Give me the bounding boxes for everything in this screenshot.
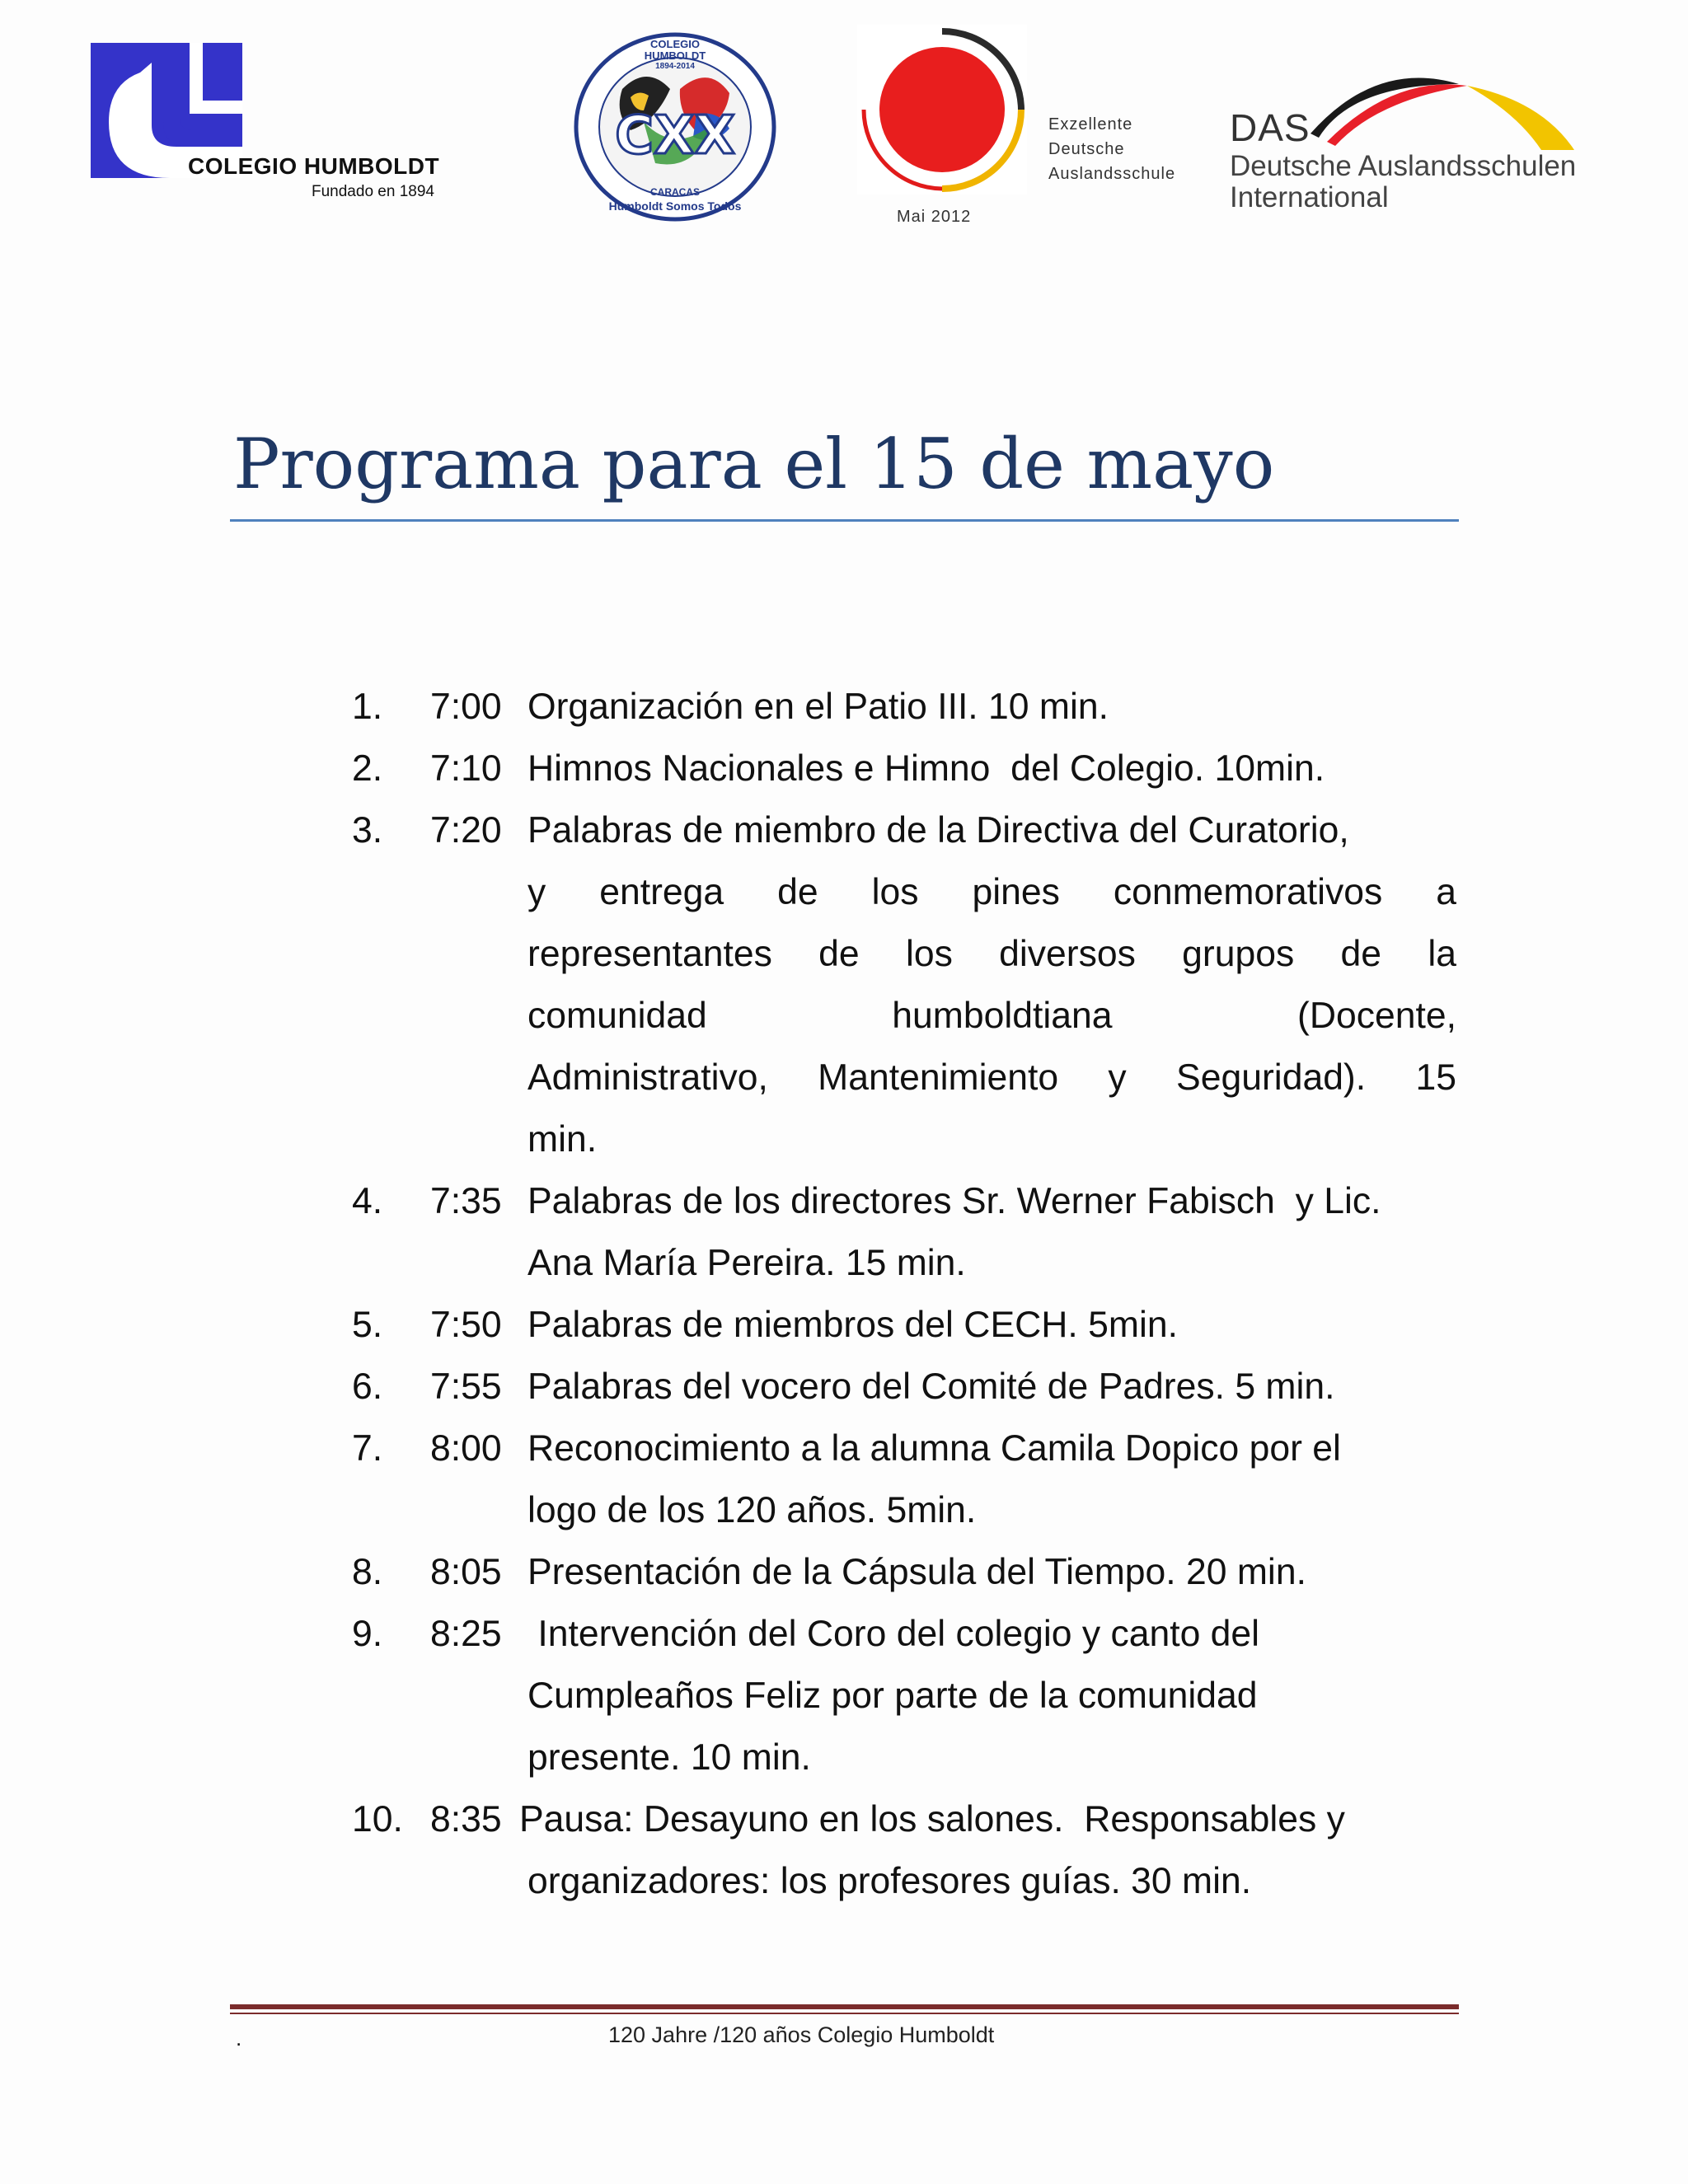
footer-dot: . (236, 2026, 242, 2050)
program-item (352, 1603, 1456, 1788)
program-item-line: Cumpleaños Feliz por parte de la comunidad (528, 1675, 1258, 1716)
program-item-description (528, 799, 1456, 1170)
program-item-number: 10. (352, 1799, 403, 1840)
program-item-description (528, 1170, 1456, 1294)
program-item-time: 7:00 (430, 687, 502, 727)
program-item (352, 738, 1456, 799)
das-line3: International (1230, 181, 1389, 213)
footer-rule-thin (230, 2013, 1459, 2014)
program-item-number: 2. (352, 748, 383, 789)
program-item-description (528, 1294, 1456, 1356)
program-item-description (528, 1603, 1456, 1788)
seal-motto: Humboldt Somos Todos (608, 199, 742, 213)
program-list (352, 676, 1456, 1912)
svg-text:CXX: CXX (615, 105, 735, 166)
seal-city: CARACAS (650, 186, 700, 198)
program-item (352, 1356, 1456, 1418)
program-item-time: 7:35 (430, 1181, 502, 1221)
program-item-line: presente. 10 min. (528, 1737, 811, 1778)
seal-years: 1894-2014 (655, 62, 695, 71)
program-item (352, 1170, 1456, 1294)
program-item-time: 7:50 (430, 1305, 502, 1345)
program-item-number: 5. (352, 1305, 383, 1345)
program-item (352, 1294, 1456, 1356)
program-item-line: representantes de los diversos grupos de la (528, 934, 1456, 974)
program-item (352, 1418, 1456, 1541)
program-item (352, 799, 1456, 1170)
exzellente-emblem-icon (857, 25, 1030, 202)
program-item-number: 8. (352, 1552, 383, 1592)
program-item-time: 7:10 (430, 748, 502, 789)
program-item-line: comunidad humboldtiana (Docente, (528, 996, 1456, 1036)
program-item-description (528, 738, 1456, 799)
program-item (352, 1541, 1456, 1603)
program-item-time: 8:00 (430, 1428, 502, 1469)
program-item-number: 4. (352, 1181, 383, 1221)
seal-top-line1: COLEGIO (650, 38, 700, 50)
program-item-description (528, 1356, 1456, 1418)
exz-line3: Auslandsschule (1048, 165, 1176, 183)
program-item-line: Palabras de los directores Sr. Werner Fabisch y Lic. (528, 1181, 1381, 1221)
program-item-number: 1. (352, 687, 383, 727)
das-logo (1228, 68, 1582, 224)
program-item-time: 8:25 (430, 1614, 502, 1654)
page-title: Programa para el 15 de mayo (233, 424, 1275, 504)
program-item-line: Presentación de la Cápsula del Tiempo. 20 min. (528, 1552, 1306, 1592)
seal-center-text (573, 109, 777, 110)
program-item-description (519, 1788, 1456, 1912)
footer-text: 120 Jahre /120 años Colegio Humboldt (608, 2022, 995, 2047)
program-item-number: 3. (352, 810, 383, 851)
exz-line2: Deutsche (1048, 140, 1125, 158)
colegio-humboldt-logo (91, 43, 470, 208)
program-item-line: organizadores: los profesores guías. 30 min. (528, 1861, 1252, 1901)
program-item-line: Palabras de miembros del CECH. 5min. (528, 1305, 1178, 1345)
das-acronym: DAS (1230, 106, 1311, 149)
exzellente-auslandsschule-logo (857, 25, 1195, 239)
program-item-line: logo de los 120 años. 5min. (528, 1490, 977, 1530)
program-item-time: 7:55 (430, 1366, 502, 1407)
program-item-time: 7:20 (430, 810, 502, 851)
anniversary-seal-logo (573, 31, 777, 223)
exz-date: Mai 2012 (897, 208, 972, 226)
program-item-line: Intervención del Coro del colegio y canto del (528, 1614, 1260, 1654)
footer-rule (230, 2004, 1459, 2009)
program-item-number: 6. (352, 1366, 383, 1407)
program-item-time: 8:05 (430, 1552, 502, 1592)
program-item-description (528, 1418, 1456, 1541)
program-item-description (528, 676, 1456, 738)
program-item-line: Palabras del vocero del Comité de Padres. 5 min. (528, 1366, 1335, 1407)
program-item-line: y entrega de los pines conmemorativos a (528, 872, 1456, 912)
seal-top-line2: HUMBOLDT (644, 49, 706, 62)
program-item-line: min. (528, 1119, 598, 1160)
logo-founded-text: Fundado en 1894 (312, 183, 434, 200)
exz-line1: Exzellente (1048, 115, 1133, 134)
program-item-line: Organización en el Patio III. 10 min. (528, 687, 1109, 727)
logo-school-name: COLEGIO HUMBOLDT (188, 153, 440, 179)
program-item (352, 1788, 1456, 1912)
program-item-line: Administrativo, Mantenimiento y Seguridad). 15 (528, 1057, 1456, 1098)
program-item-line: Himnos Nacionales e Himno del Colegio. 10min. (528, 748, 1325, 789)
program-item-line: Palabras de miembro de la Directiva del Curatorio, (528, 810, 1349, 851)
das-line2: Deutsche Auslandsschulen (1230, 150, 1577, 182)
program-item-line: Ana María Pereira. 15 min. (528, 1243, 966, 1283)
program-item-line: Pausa: Desayuno en los salones. Responsables y (519, 1799, 1345, 1840)
program-item-description (528, 1541, 1456, 1603)
program-item-number: 9. (352, 1614, 383, 1654)
program-item-number: 7. (352, 1428, 383, 1469)
program-item-line: Reconocimiento a la alumna Camila Dopico por el (528, 1428, 1341, 1469)
title-underline (230, 519, 1459, 522)
program-item (352, 676, 1456, 738)
program-item-time: 8:35 (430, 1799, 502, 1840)
